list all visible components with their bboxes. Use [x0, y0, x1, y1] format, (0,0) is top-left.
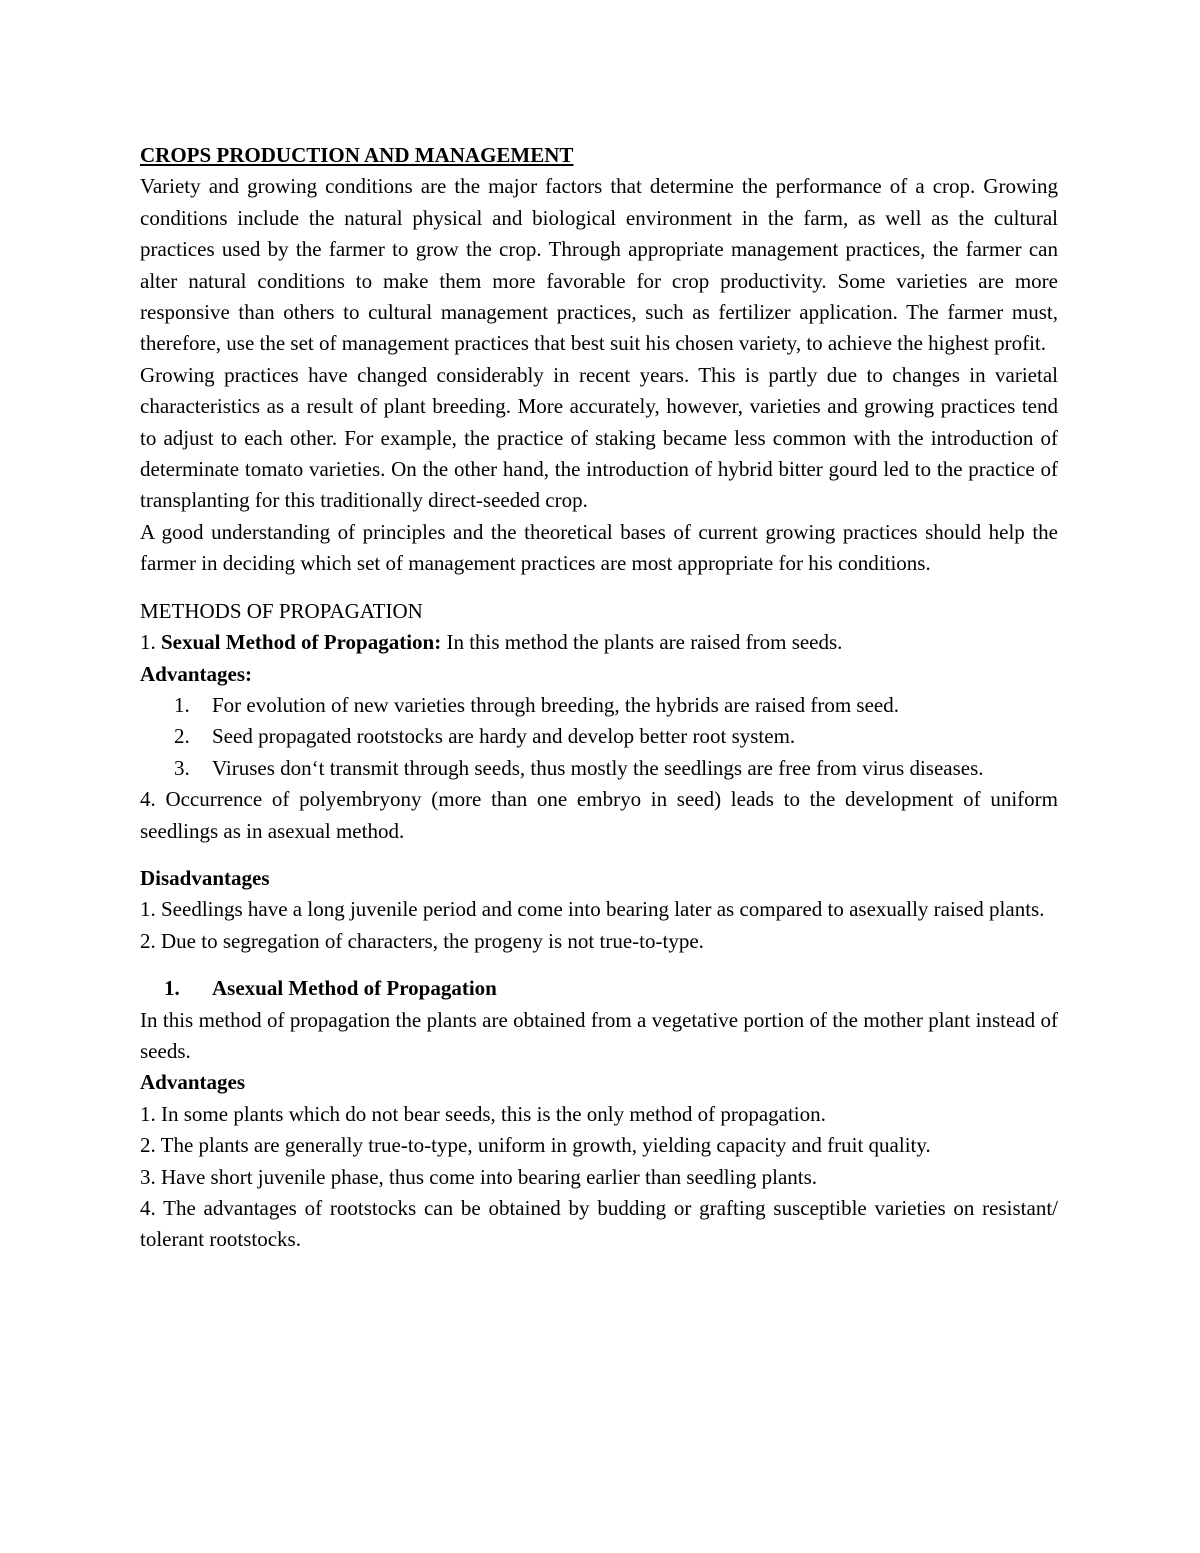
document-page	[140, 140, 1058, 1256]
sexual-method-line	[140, 627, 1058, 658]
asexual-method-number: 1.	[164, 976, 180, 1001]
list-item-number: 3.	[174, 755, 190, 780]
spacer	[140, 957, 1058, 973]
spacer	[140, 847, 1058, 863]
list-item	[140, 753, 1058, 784]
asexual-method-text: In this method of propagation the plants are obtained from a vegetative portion of the mother plant instead of seeds.	[140, 1007, 1058, 1063]
document-title: CROPS PRODUCTION AND MANAGEMENT	[140, 143, 574, 167]
list-item	[140, 690, 1058, 721]
sexual-advantages-list	[140, 690, 1058, 784]
intro-paragraph-3: A good understanding of principles and the theoretical bases of current growing practices should help the farmer in deciding which set of management practices are most appropriate for his conditions.	[140, 519, 1058, 576]
asexual-advantage-4: 4. The advantages of rootstocks can be obtained by budding or grafting susceptible varieties on resistant/ tolerant rootstocks.	[140, 1196, 1058, 1252]
asexual-method-title: Asexual Method of Propagation	[212, 976, 497, 1001]
asexual-advantages-heading: Advantages	[140, 1070, 246, 1095]
intro-paragraph-2: Growing practices have changed considerably in recent years. This is partly due to changes in varietal characteristics as a result of plant breeding. More accurately, however, varieties and growing practices tend to adjust to each other. For example, the practice of staking became less common with the introduction of determinate tomato varieties. On the other hand, the introduction of hybrid bitter gourd led to the practice of transplanting for this traditionally direct-seeded crop.	[140, 362, 1058, 513]
disadvantage-2: 2. Due to segregation of characters, the progeny is not true-to-type.	[140, 928, 704, 953]
sexual-advantage-4: 4. Occurrence of polyembryony (more than one embryo in seed) leads to the development of uniform seedlings as in asexual method.	[140, 787, 1058, 843]
spacer	[140, 580, 1058, 596]
asexual-advantage-2: 2. The plants are generally true-to-type, uniform in growth, yielding capacity and fruit quality.	[140, 1133, 931, 1158]
list-item-number: 1.	[174, 692, 190, 717]
intro-paragraph-1: Variety and growing conditions are the major factors that determine the performance of a crop. Growing conditions include the natural physical and biological environment in the farm, as well as the cultural practices used by the farmer to grow the crop. Through appropriate management practices, the farmer can alter natural conditions to make them more favorable for crop productivity. Some varieties are more responsive than others to cultural management practices, such as fertilizer application. The farmer must, therefore, use the set of management practices that best suit his chosen variety, to achieve the highest profit.	[140, 174, 1058, 356]
asexual-advantage-3: 3. Have short juvenile phase, thus come into bearing earlier than seedling plants.	[140, 1164, 818, 1189]
disadvantage-1: 1. Seedlings have a long juvenile period and come into bearing later as compared to asexually raised plants.	[140, 897, 1045, 922]
sexual-method-number: 1.	[140, 630, 156, 655]
list-item-text: Viruses don‘t transmit through seeds, thus mostly the seedlings are free from virus diseases.	[212, 755, 984, 780]
asexual-advantage-1: 1. In some plants which do not bear seeds, this is the only method of propagation.	[140, 1101, 826, 1126]
asexual-method-heading	[140, 973, 1058, 1004]
sexual-method-text: In this method the plants are raised from seeds.	[446, 630, 843, 655]
methods-heading: METHODS OF PROPAGATION	[140, 598, 423, 623]
disadvantages-heading: Disadvantages	[140, 865, 270, 890]
sexual-method-label: Sexual Method of Propagation:	[161, 630, 442, 655]
list-item-text: For evolution of new varieties through breeding, the hybrids are raised from seed.	[212, 692, 899, 717]
sexual-advantages-heading: Advantages:	[140, 661, 253, 686]
list-item-number: 2.	[174, 724, 190, 749]
list-item	[140, 721, 1058, 752]
list-item-text: Seed propagated rootstocks are hardy and develop better root system.	[212, 724, 796, 749]
